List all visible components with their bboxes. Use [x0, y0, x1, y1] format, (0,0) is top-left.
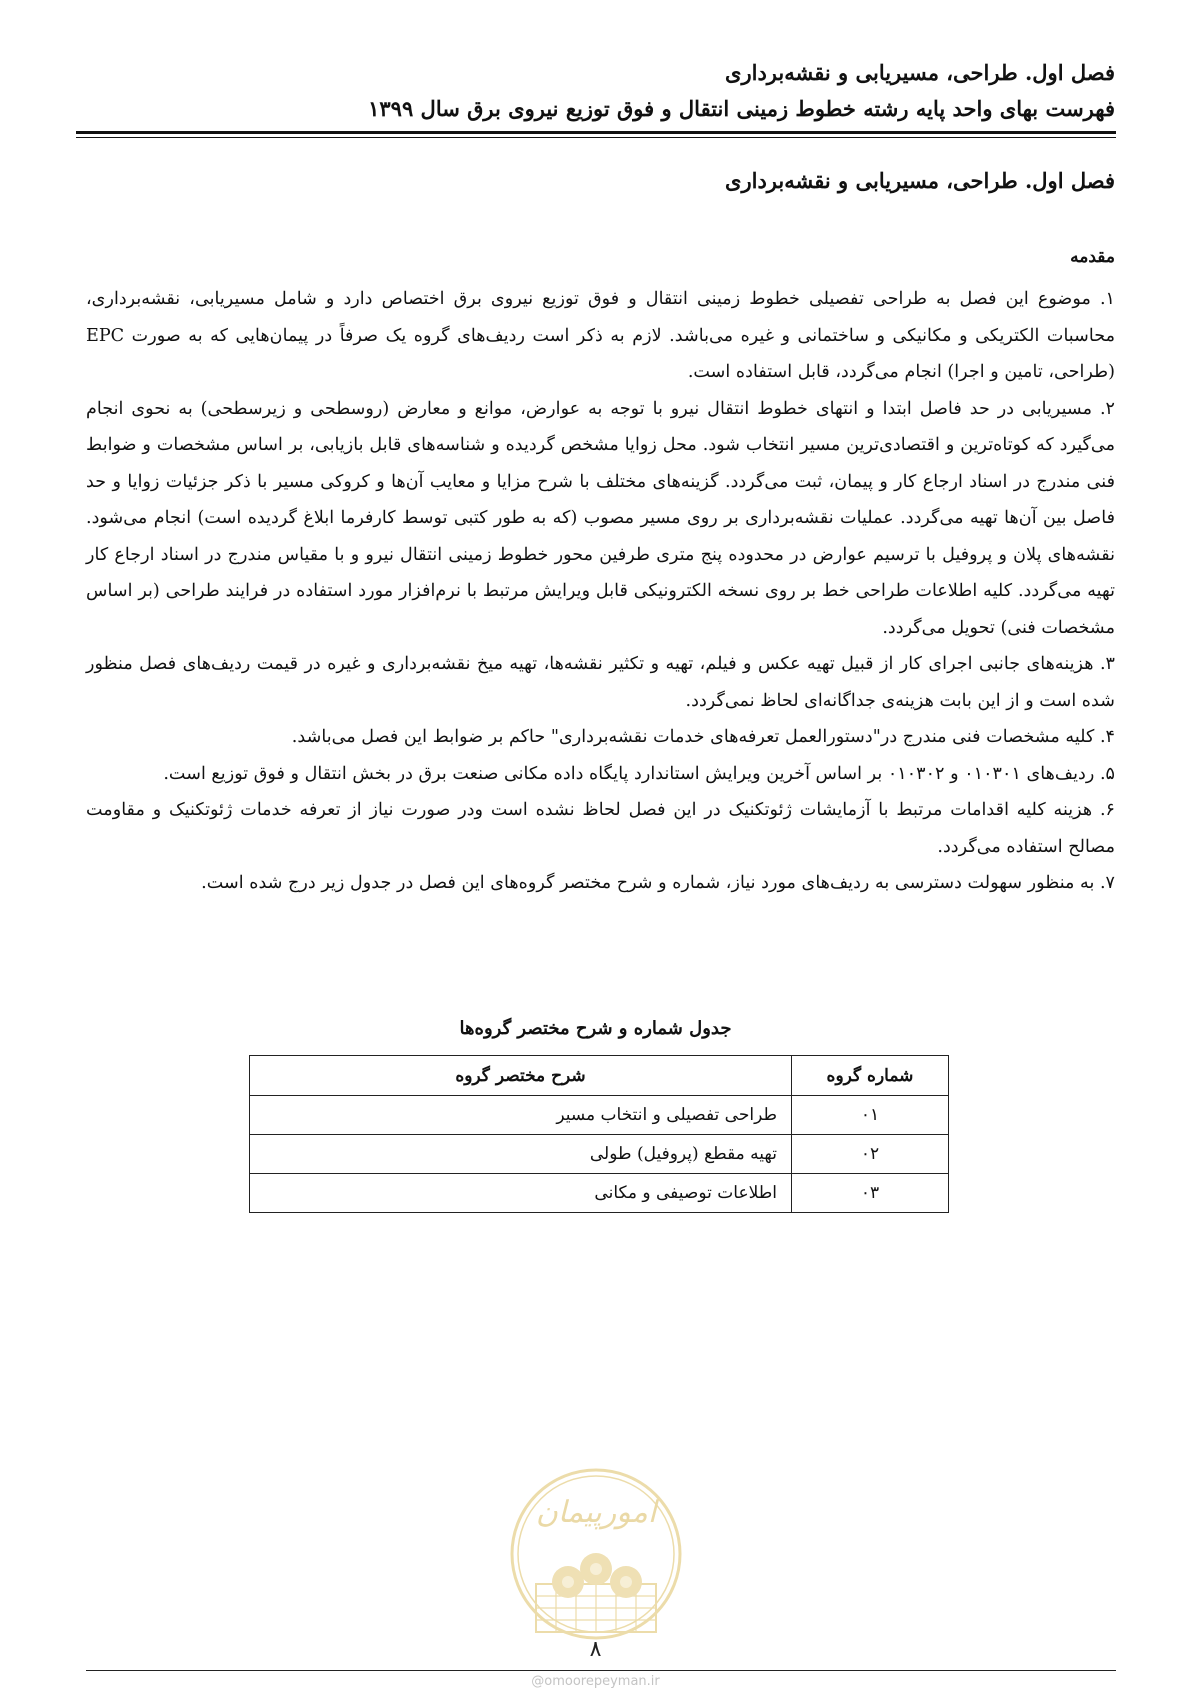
paragraph-1: ۱. موضوع این فصل به طراحی تفصیلی خطوط زمینی انتقال و فوق توزیع نیروی برق اختصاص دارد و شامل مسیریابی، نقشه‌برداری، محاسبات الکتریکی و مکانیکی و ساختمانی و غیره می‌باشد. لازم به ذکر است ردیف‌های گروه یک صرفاً در پیمان‌هایی که به صورت EPC (طراحی، تامین و اجرا) انجام می‌گردد، قابل استفاده است. — [86, 289, 1115, 382]
header-rule-thick — [76, 131, 1116, 134]
table-row — [250, 1135, 949, 1174]
paragraph-5: ۵. ردیف‌های ۰۱۰۳۰۱ و ۰۱۰۳۰۲ بر اساس آخرین ویرایش استاندارد پایگاه داده مکانی صنعت برق در بخش انتقال و فوق توزیع است. — [163, 763, 1115, 784]
paragraph-4: ۴. کلیه مشخصات فنی مندرج در"دستورالعمل تعرفه‌های خدمات نقشه‌برداری" حاکم بر ضوابط این فصل می‌باشد. — [291, 727, 1115, 747]
table-title: جدول شماره و شرح مختصر گروه‌ها — [459, 1018, 732, 1039]
running-header-catalog-title: فهرست بهای واحد پایه رشته خطوط زمینی انتقال و فوق توزیع نیروی برق سال ۱۳۹۹ — [368, 96, 1115, 121]
group-description-cell: طراحی تفصیلی و انتخاب مسیر — [250, 1096, 792, 1135]
table-header-row — [250, 1056, 949, 1096]
group-description-cell: اطلاعات توصیفی و مکانی — [250, 1174, 792, 1213]
header-group-description: شرح مختصر گروه — [250, 1056, 792, 1096]
group-number-cell: ۰۳ — [792, 1174, 949, 1213]
intro-body — [86, 281, 1115, 902]
intro-heading: مقدمه — [1070, 247, 1115, 267]
logo-lettering: امورپیمان — [535, 1495, 657, 1530]
omoore-peyman-logo-icon — [506, 1464, 686, 1644]
table-row — [250, 1096, 949, 1135]
paragraph-3: ۳. هزینه‌های جانبی اجرای کار از قبیل تهیه عکس و فیلم، تهیه و تکثیر نقشه‌ها، تهیه میخ نقشه‌برداری و غیره در قیمت ردیف‌های فصل منظور شده است و از این بابت هزینه‌ی جداگانه‌ای لحاظ نمی‌گردد. — [86, 654, 1115, 711]
group-number-cell: ۰۲ — [792, 1135, 949, 1174]
paragraph-7: ۷. به منظور سهولت دسترسی به ردیف‌های مورد نیاز، شماره و شرح مختصر گروه‌های این فصل در جدول زیر درج شده است. — [201, 873, 1115, 893]
running-header-chapter: فصل اول. طراحی، مسیریابی و نقشه‌برداری — [725, 60, 1115, 85]
header-group-number: شماره گروه — [792, 1056, 949, 1096]
paragraph-6: ۶. هزینه کلیه اقدامات مرتبط با آزمایشات ژئوتکنیک در این فصل لحاظ نشده است ودر صورت نیاز از تعرفه خدمات ژئوتکنیک و مقاومت مصالح استفاده می‌گردد. — [86, 800, 1115, 857]
table-row — [250, 1174, 949, 1213]
groups-table — [249, 1055, 949, 1213]
paragraph-2: ۲. مسیریابی در حد فاصل ابتدا و انتهای خطوط انتقال نیرو با توجه به عوارض، موانع و معارض (روسطحی و زیرسطحی) به نحوی انجام می‌گیرد که کوتاه‌ترین و اقتصادی‌ترین مسیر انتخاب شود. محل زوایا مشخص گردیده و شناسه‌های قابل بازیابی، بر اساس مشخصات و ضوابط فنی مندرج در اسناد ارجاع کار و پیمان، ثبت می‌گردد. گزینه‌های مختلف با شرح مزایا و معایب آن‌ها و کروکی مسیر با ذکر جزئیات زوایا و حد فاصل بین آن‌ها تهیه می‌گردد. عملیات نقشه‌برداری بر روی مسیر مصوب (که به طور کتبی توسط کارفرما ابلاغ گردیده است) انجام می‌شود. نقشه‌های پلان و پروفیل با ترسیم عوارض در محدوده پنج متری طرفین محور خطوط زمینی انتقال نیرو و با مقیاس مندرج در اسناد ارجاع کار تهیه می‌گردد. کلیه اطلاعات طراحی خط بر روی نسخه الکترونیکی قابل ویرایش مرتبط با نرم‌افزار مورد استفاده در فرایند طراحی (بر اساس مشخصات فنی) تحویل می‌گردد. — [86, 398, 1115, 638]
footer-rule — [86, 1670, 1116, 1671]
chapter-title: فصل اول. طراحی، مسیریابی و نقشه‌برداری — [725, 168, 1115, 193]
header-rule-thin — [76, 137, 1116, 138]
watermark-url: @omoorepeyman.ir — [531, 1674, 660, 1689]
group-number-cell: ۰۱ — [792, 1096, 949, 1135]
group-description-cell: تهیه مقطع (پروفیل) طولی — [250, 1135, 792, 1174]
page-number: ۸ — [589, 1637, 602, 1662]
